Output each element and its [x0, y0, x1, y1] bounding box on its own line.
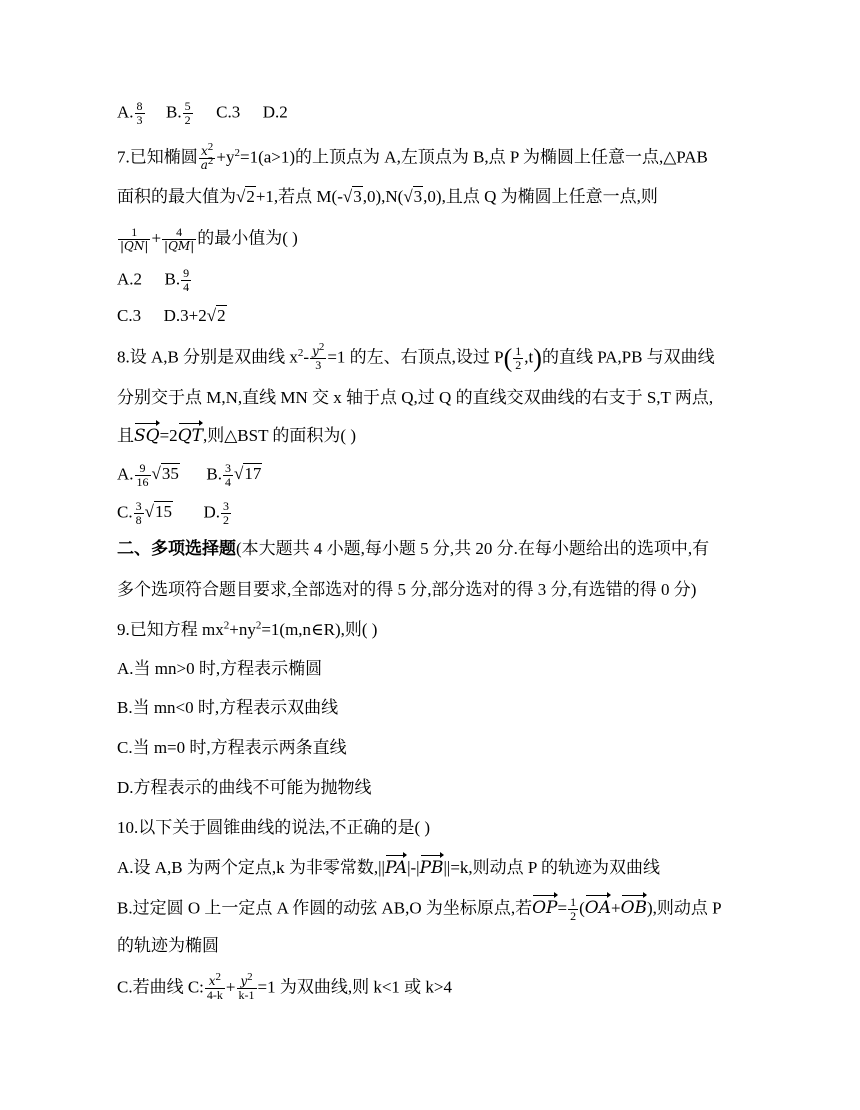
q10-frac-y2: $\frac{y2}{k-1}$ [238, 971, 255, 1002]
q8-stem-line1: 8.设 A,B 分别是双曲线 $x^2-$ $\frac{y2}{3}$ =1 的左、右顶点,设过 P( $\frac{1}{2}$ ,t)的直线 PA,PB 与双曲线 [117, 341, 715, 373]
vector-oa: OA [584, 898, 611, 919]
q6-option-c: C.3 [216, 102, 241, 122]
section-2-desc-line2: 多个选项符合题目要求,全部选对的得 5 分,部分选对的得 3 分,有选错的得 0 分) [117, 580, 697, 599]
q7-option-a: A.2 [117, 269, 143, 289]
q8-hyperbola-fraction: $\frac{y2}{3}$ [312, 341, 325, 372]
q10-frac-x2: $\frac{x2}{4-k}$ [206, 971, 223, 1002]
q9-option-a: A.当 mn>0 时,方程表示椭圆 [117, 659, 323, 678]
section-2-desc-line1: (本大题共 4 小题,每小题 5 分,共 20 分.在每小题给出的选项中,有 [236, 539, 710, 558]
q8-option-a: A. [117, 464, 134, 484]
q8-stem-line2: 分别交于点 M,N,直线 MN 交 x 轴于点 Q,过 Q 的直线交双曲线的右支于 S,T 两点, [117, 388, 714, 407]
q8-option-b: B. [206, 464, 222, 484]
q8-option-d: D. [203, 502, 220, 522]
q8-options-ab: A. $\frac{9}{16}$ √35 B. $\frac{3}{4}$ √17 [117, 461, 262, 489]
q7-options-cd: C.3 D.3+2√2 [117, 306, 226, 325]
q8-option-c: C. [117, 502, 133, 522]
q7-options-ab: A.2 B. $\frac{9}{4}$ [117, 266, 190, 294]
vector-ob: OB [620, 898, 648, 919]
q10-option-b-line1: B.过定圆 O 上一定点 A 作圆的动弦 AB,O 为坐标原点,若OP= $\frac{1}{2}$ (OA+OB),则动点 P [117, 895, 722, 923]
sqrt-symbol: √2 [236, 187, 255, 206]
section-2-title: 二、多项选择题 [117, 539, 236, 559]
q7-option-c: C.3 [117, 306, 142, 325]
q6-option-b-fraction: $\frac{5}{2}$ [184, 99, 191, 127]
q7-ellipse-fraction: $\frac{x2}{a2}$ [200, 141, 214, 172]
q6-options [117, 100, 288, 127]
q7-stem-line1: 7.已知椭圆 $\frac{x2}{a2}$ $+y^2=1(a>1)$的上顶点为 A,左顶点为 B,点 P 为椭圆上任意一点,△PAB [117, 141, 708, 172]
q9-option-d: D.方程表示的曲线不可能为抛物线 [117, 778, 372, 797]
q10-option-c: C.若曲线 C: $\frac{x2}{4-k}$ + $\frac{y2}{k-1}$ =1 为双曲线,则 k<1 或 k>4 [117, 971, 453, 1002]
q10-option-b-line2: 的轨迹为椭圆 [117, 936, 219, 955]
q7-option-d: D.3+2 [163, 306, 207, 325]
q8-options-cd: C. $\frac{3}{8}$ √15 D. $\frac{3}{2}$ [117, 499, 229, 527]
q7-frac-1-over-qn: $\frac{1}{|QN|}$ [120, 225, 149, 253]
q6-option-d: D.2 [262, 102, 288, 122]
q6-option-b-label: B. [166, 102, 182, 122]
vector-qt: QT [177, 426, 203, 446]
q7-frac-4-over-qm: $\frac{4}{|QM|}$ [164, 225, 195, 253]
vector-pb: PB [419, 858, 444, 878]
q9-option-b: B.当 mn<0 时,方程表示双曲线 [117, 698, 339, 717]
q8-stem-line3: 且SQ=2QT,则△BST 的面积为( ) [117, 426, 356, 446]
vector-sq: SQ [134, 426, 160, 446]
q9-option-c: C.当 m=0 时,方程表示两条直线 [117, 738, 347, 757]
q10-stem: 10.以下关于圆锥曲线的说法,不正确的是( ) [117, 818, 431, 837]
q10-option-a: A.设 A,B 为两个定点,k 为非零常数,||PA|-|PB||=k,则动点 P 的轨迹为双曲线 [117, 858, 660, 878]
vector-pa: PA [384, 858, 408, 878]
q9-stem: 9.已知方程 $mx^2+ny^2=1(m,n\in R)$,则( ) [117, 619, 378, 639]
q7-stem-line2: 面积的最大值为√2+1,若点 M(-√3,0),N(√3,0),且点 Q 为椭圆上任意一点,则 [117, 187, 658, 206]
q6-option-a-label: A. [117, 102, 134, 122]
q6-option-a-fraction: $\frac{8}{3}$ [136, 99, 143, 127]
q7-stem-line3: $\frac{1}{|QN|}$ + $\frac{4}{|QM|}$ 的最小值为( ) [120, 225, 298, 253]
q7-option-b: B. [164, 269, 181, 289]
section-2-header [117, 538, 709, 560]
vector-op: OP [532, 898, 558, 919]
